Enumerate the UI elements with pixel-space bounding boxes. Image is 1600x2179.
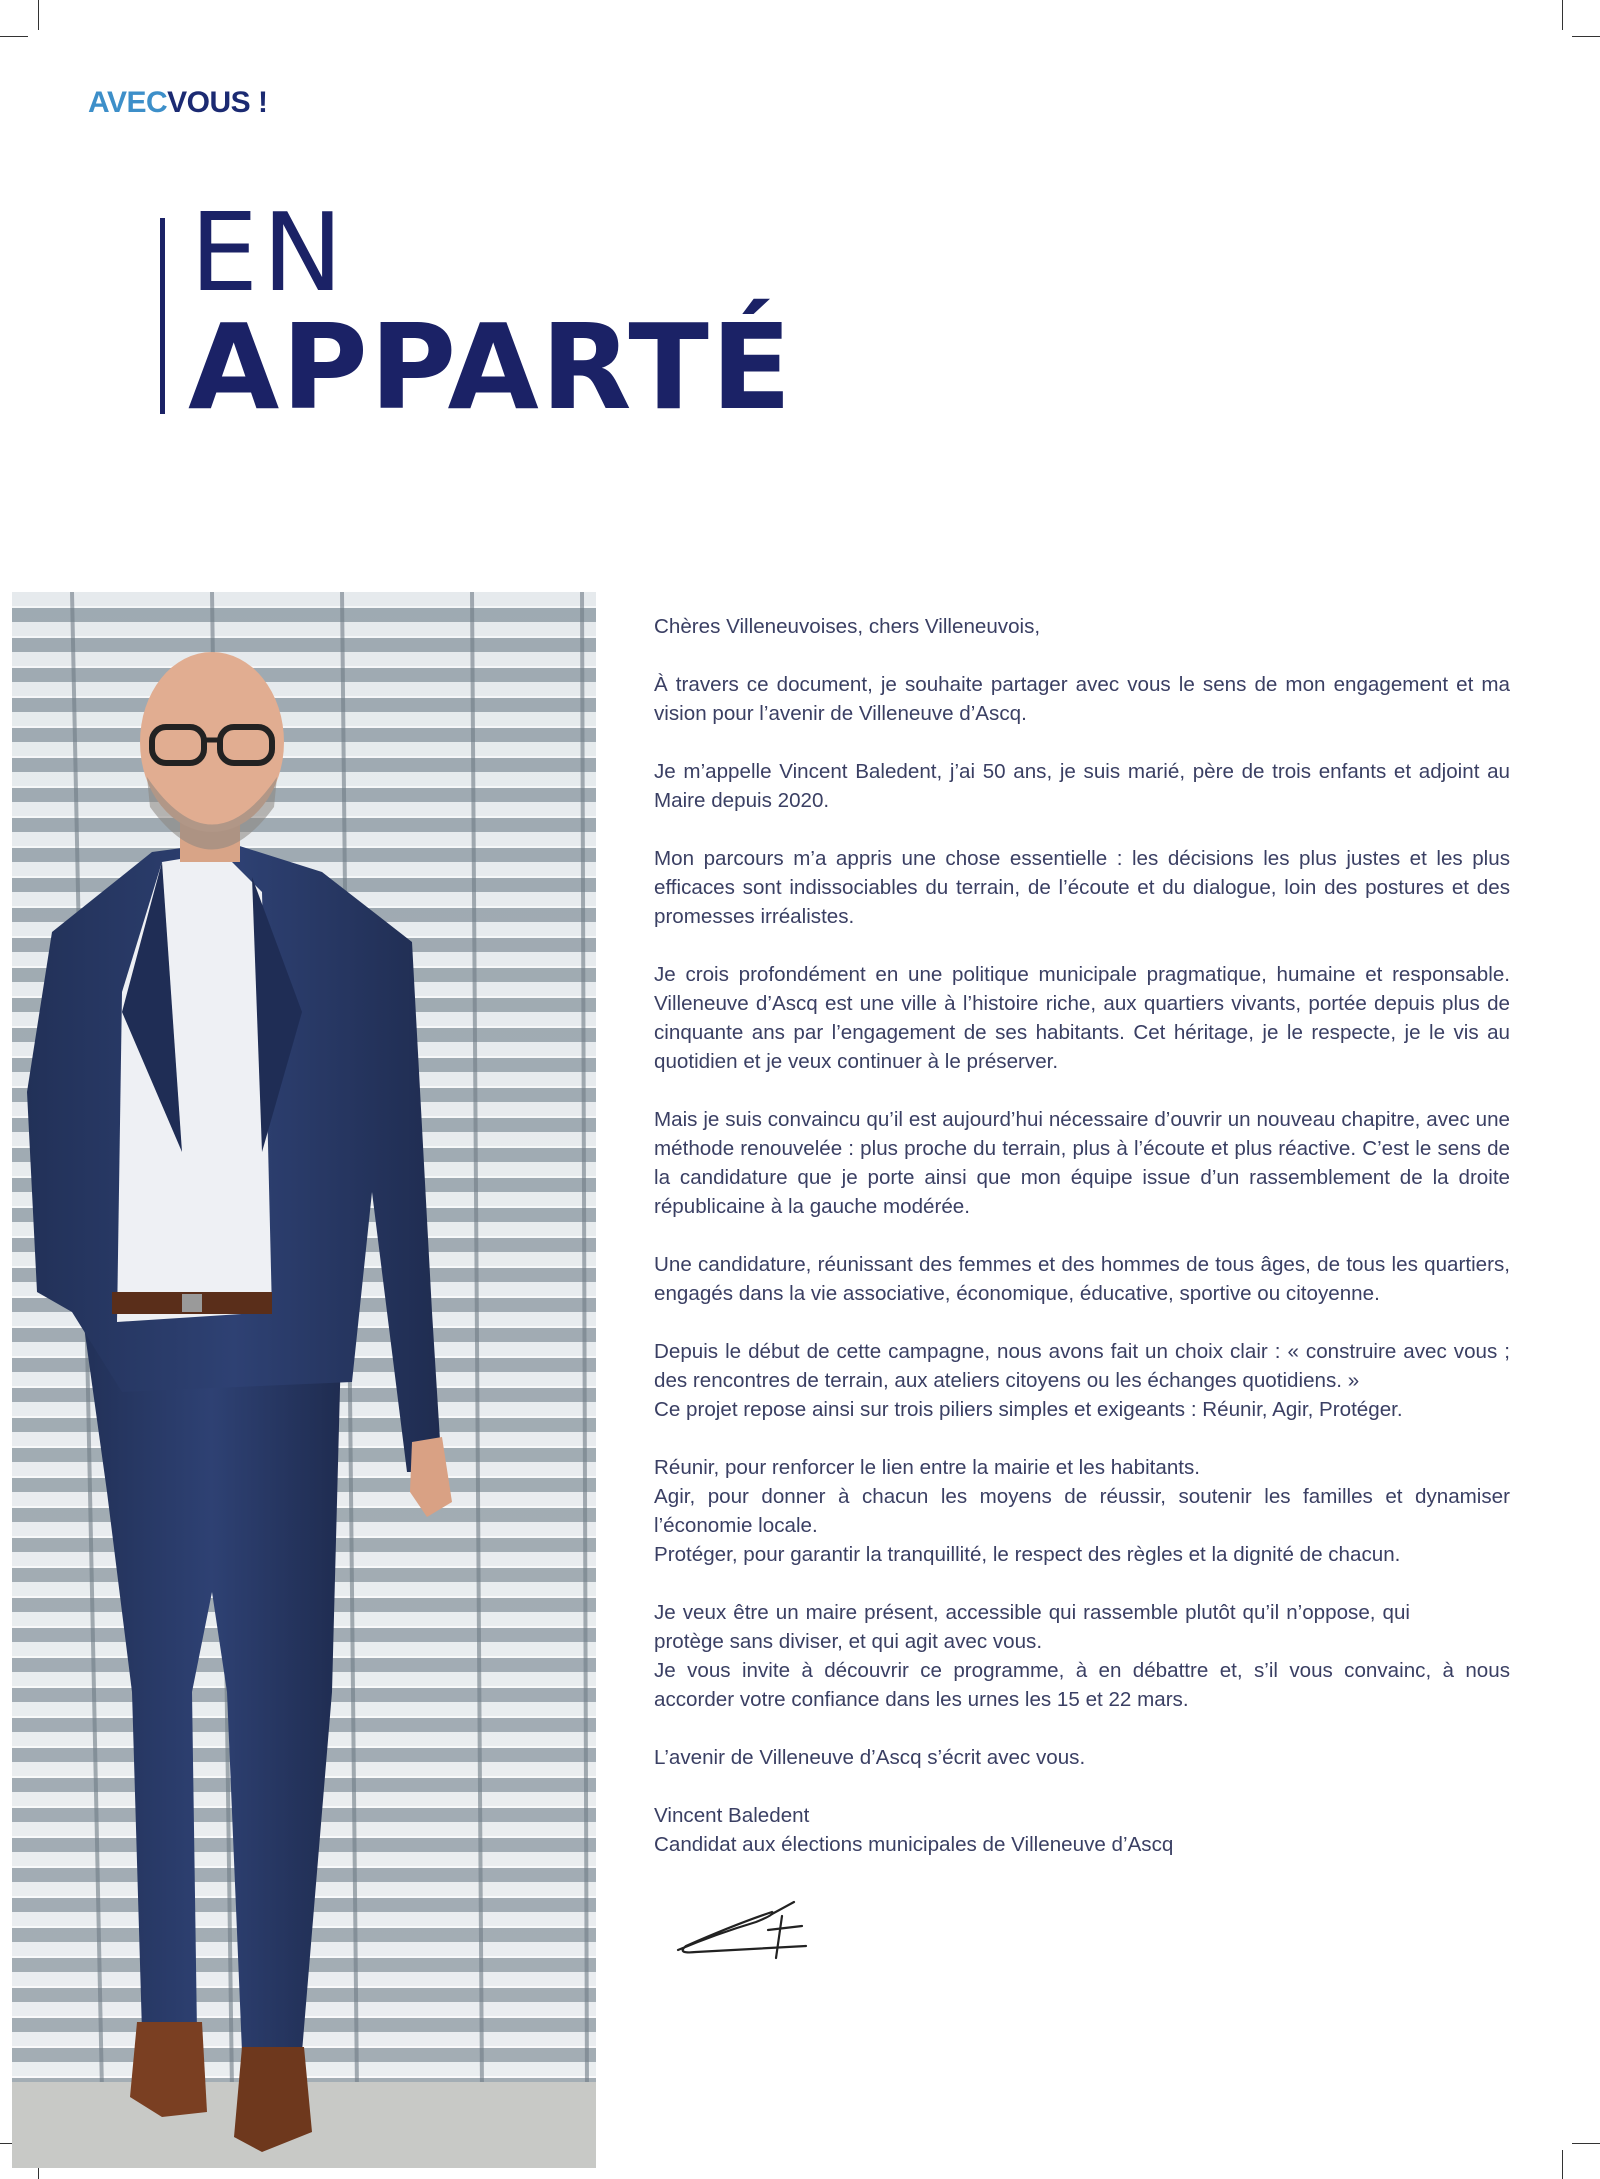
letter-line: À travers ce document, je souhaite partager avec vous le sens de mon engagement et ma vision pour l’avenir de Villeneuve d’Ascq. bbox=[654, 673, 1510, 725]
crop-mark bbox=[38, 0, 39, 30]
title-accent-bar bbox=[160, 218, 165, 414]
brand-logo bbox=[88, 86, 267, 120]
letter-line: Mais je suis convaincu qu’il est aujourd’hui nécessaire d’ouvrir un nouveau chapitre, avec une méthode renouvelée : plus proche du terrain, plus à l’écoute et plus réactive. C’est le sens de la candidature que je porte ainsi que mon équipe issue d’un rassemblement de la droite républicaine à la gauche modérée. bbox=[654, 1108, 1510, 1218]
crop-mark bbox=[0, 36, 28, 37]
letter-paragraph bbox=[654, 1453, 1510, 1569]
letter-line: Je crois profondément en une politique municipale pragmatique, humaine et responsable. Villeneuve d’Ascq est une ville à l’histoire riche, aux quartiers vivants, portée depuis plus de cinquante ans par l’engagement de ses habitants. Cet héritage, je le respecte, je le vis au quotidien et je veux continuer à le préserver. bbox=[654, 963, 1510, 1073]
portrait-photo-icon bbox=[12, 592, 596, 2168]
handwritten-signature-icon bbox=[676, 1894, 826, 1964]
crop-mark bbox=[1562, 0, 1563, 30]
letter-line: Ce projet repose ainsi sur trois piliers simples et exigeants : Réunir, Agir, Protéger. bbox=[654, 1398, 1403, 1421]
letter-paragraph bbox=[654, 1743, 1510, 1772]
letter-paragraph bbox=[654, 1105, 1510, 1221]
letter-line: Je m’appelle Vincent Baledent, j’ai 50 ans, je suis marié, père de trois enfants et adjoint au Maire depuis 2020. bbox=[654, 760, 1510, 812]
signoff-name: Vincent Baledent bbox=[654, 1804, 810, 1827]
letter-line: Agir, pour donner à chacun les moyens de réussir, soutenir les familles et dynamiser l’économie locale. bbox=[654, 1485, 1510, 1537]
letter-line: Depuis le début de cette campagne, nous avons fait un choix clair : « construire avec vous ; des rencontres de terrain, aux ateliers citoyens ou les échanges quotidiens. » bbox=[654, 1340, 1510, 1392]
page-title-line-2: APPARTÉ bbox=[188, 298, 794, 436]
letter-paragraph bbox=[654, 844, 1510, 931]
portrait-photo bbox=[12, 592, 596, 2168]
brand-part-2: VOUS ! bbox=[167, 86, 268, 119]
letter-paragraph bbox=[654, 1337, 1510, 1424]
letter-greeting-text: Chères Villeneuvoises, chers Villeneuvois, bbox=[654, 615, 1041, 638]
page-title-line-1: EN bbox=[190, 191, 348, 316]
crop-mark bbox=[1572, 2143, 1600, 2144]
letter-paragraph bbox=[654, 757, 1510, 815]
letter-paragraph bbox=[654, 1598, 1510, 1714]
letter-greeting bbox=[654, 612, 1510, 641]
crop-mark bbox=[1562, 2150, 1563, 2179]
crop-mark bbox=[1572, 36, 1600, 37]
letter-line: Je veux être un maire présent, accessible qui rassemble plutôt qu’il n’oppose, qui protège sans diviser, et qui agit avec vous. bbox=[654, 1601, 1410, 1653]
letter-line: Mon parcours m’a appris une chose essentielle : les décisions les plus justes et les plus efficaces sont indissociables du terrain, de l’écoute et du dialogue, loin des postures et des promesses irréalistes. bbox=[654, 847, 1510, 928]
letter-paragraph bbox=[654, 960, 1510, 1076]
letter-line: Je vous invite à découvrir ce programme, à en débattre et, s’il vous convainc, à nous accorder votre confiance dans les urnes les 15 et 22 mars. bbox=[654, 1659, 1510, 1711]
letter-line: Une candidature, réunissant des femmes et des hommes de tous âges, de tous les quartiers, engagés dans la vie associative, économique, éducative, sportive ou citoyenne. bbox=[654, 1253, 1510, 1305]
letter-signoff bbox=[654, 1801, 1510, 1859]
letter-line: Réunir, pour renforcer le lien entre la mairie et les habitants. bbox=[654, 1456, 1201, 1479]
signoff-role: Candidat aux élections municipales de Villeneuve d’Ascq bbox=[654, 1833, 1174, 1856]
letter-paragraph bbox=[654, 670, 1510, 728]
brand-part-1: AVEC bbox=[88, 86, 168, 119]
letter-line: Protéger, pour garantir la tranquillité, le respect des règles et la dignité de chacun. bbox=[654, 1543, 1401, 1566]
letter-paragraph bbox=[654, 1250, 1510, 1308]
letter-line: L’avenir de Villeneuve d’Ascq s’écrit avec vous. bbox=[654, 1746, 1086, 1769]
letter-body bbox=[654, 612, 1510, 1888]
